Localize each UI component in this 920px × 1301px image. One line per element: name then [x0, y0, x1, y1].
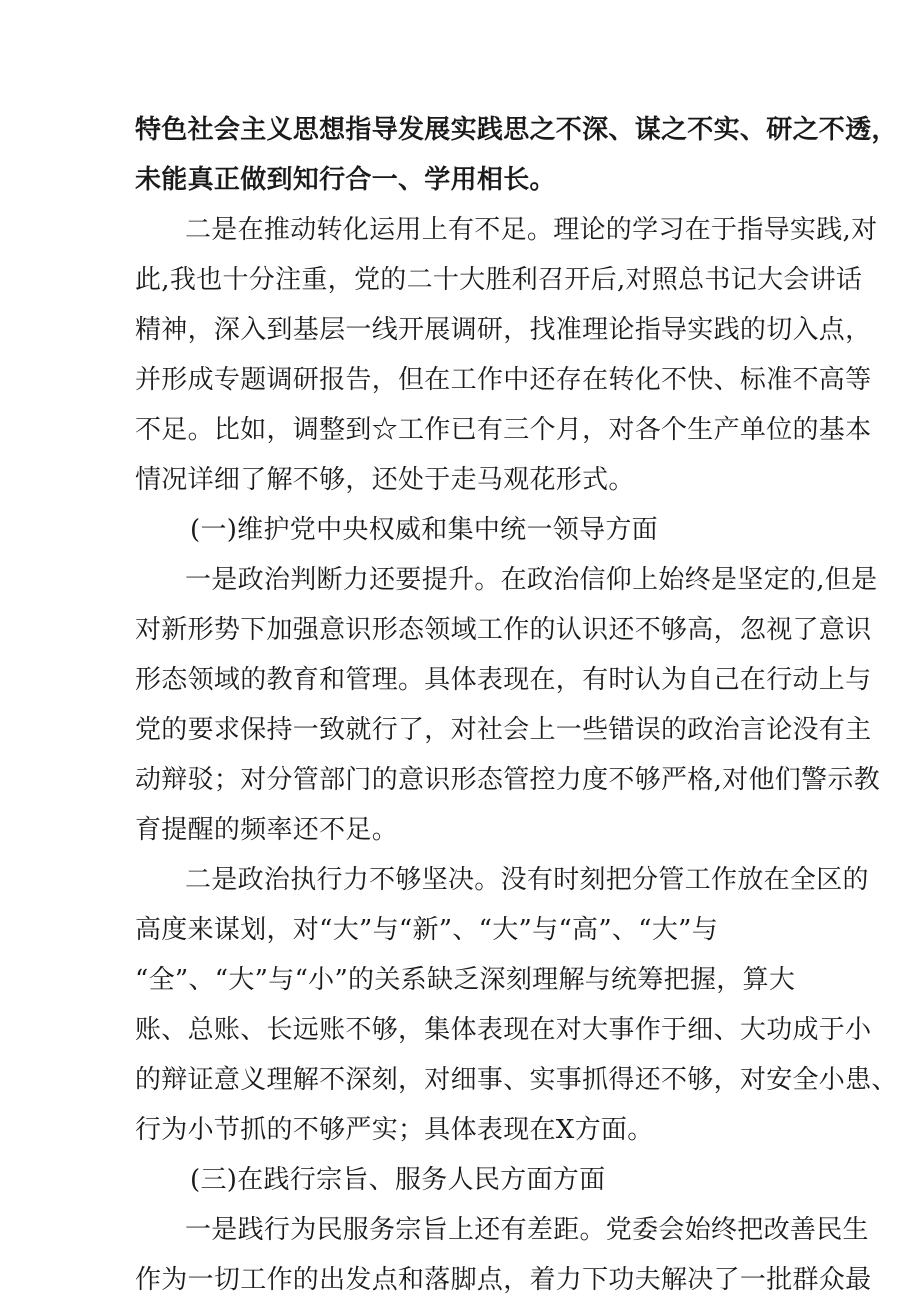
- paragraph-line: 精神，深入到基层一线开展调研，找准理论指导实践的切入点，: [135, 315, 872, 345]
- paragraph-line: 不足。比如，调整到☆工作已有三个月，对各个生产单位的基本: [135, 415, 872, 445]
- paragraph-line: 一是践行为民服务宗旨上还有差距。党委会始终把改善民生: [185, 1215, 869, 1245]
- paragraph-line: 二是在推动转化运用上有不足。理论的学习在于指导实践,对: [185, 215, 878, 245]
- paragraph-line: 动辩驳；对分管部门的意识形态管控力度不够严格,对他们警示教: [135, 765, 880, 795]
- paragraph-line: 作为一切工作的出发点和落脚点，着力下功夫解决了一批群众最: [135, 1265, 872, 1295]
- paragraph-line: 未能真正做到知行合一、学用相长。: [135, 165, 556, 195]
- paragraph-line: 育提醒的频率还不足。: [135, 815, 399, 845]
- paragraph-line: 对新形势下加强意识形态领域工作的认识还不够高，忽视了意识: [135, 615, 872, 645]
- section-heading: (三)在践行宗旨、服务人民方面方面: [190, 1165, 606, 1195]
- paragraph-line: 形态领域的教育和管理。具体表现在，有时认为自己在行动上与: [135, 665, 872, 695]
- paragraph-line: 党的要求保持一致就行了，对社会上一些错误的政治言论没有主: [135, 715, 872, 745]
- paragraph-line: 高度来谋划，对“大”与“新”、“大”与“高”、“大”与: [135, 915, 719, 945]
- paragraph-line: 账、总账、长远账不够，集体表现在对大事作于细、大功成于小: [135, 1015, 872, 1045]
- paragraph-line: 行为小节抓的不够严实；具体表现在X方面。: [135, 1115, 654, 1145]
- paragraph-line: 此,我也十分注重，党的二十大胜利召开后,对照总书记大会讲话: [135, 265, 863, 295]
- paragraph-line: 一是政治判断力还要提升。在政治信仰上始终是坚定的,但是: [185, 565, 878, 595]
- paragraph-line: 并形成专题调研报告，但在工作中还存在转化不快、标准不高等: [135, 365, 872, 395]
- paragraph-line: 特色社会主义思想指导发展实践思之不深、谋之不实、研之不透，: [135, 115, 898, 145]
- paragraph-line: “全”、“大”与“小”的关系缺乏深刻理解与统筹把握，算大: [135, 965, 796, 995]
- paragraph-line: 二是政治执行力不够坚决。没有时刻把分管工作放在全区的: [185, 865, 869, 895]
- section-heading: (一)维护党中央权威和集中统一领导方面: [190, 515, 658, 545]
- paragraph-line: 的辩证意义理解不深刻，对细事、实事抓得还不够，对安全小患、: [135, 1065, 898, 1095]
- paragraph-line: 情况详细了解不够，还处于走马观花形式。: [135, 465, 635, 495]
